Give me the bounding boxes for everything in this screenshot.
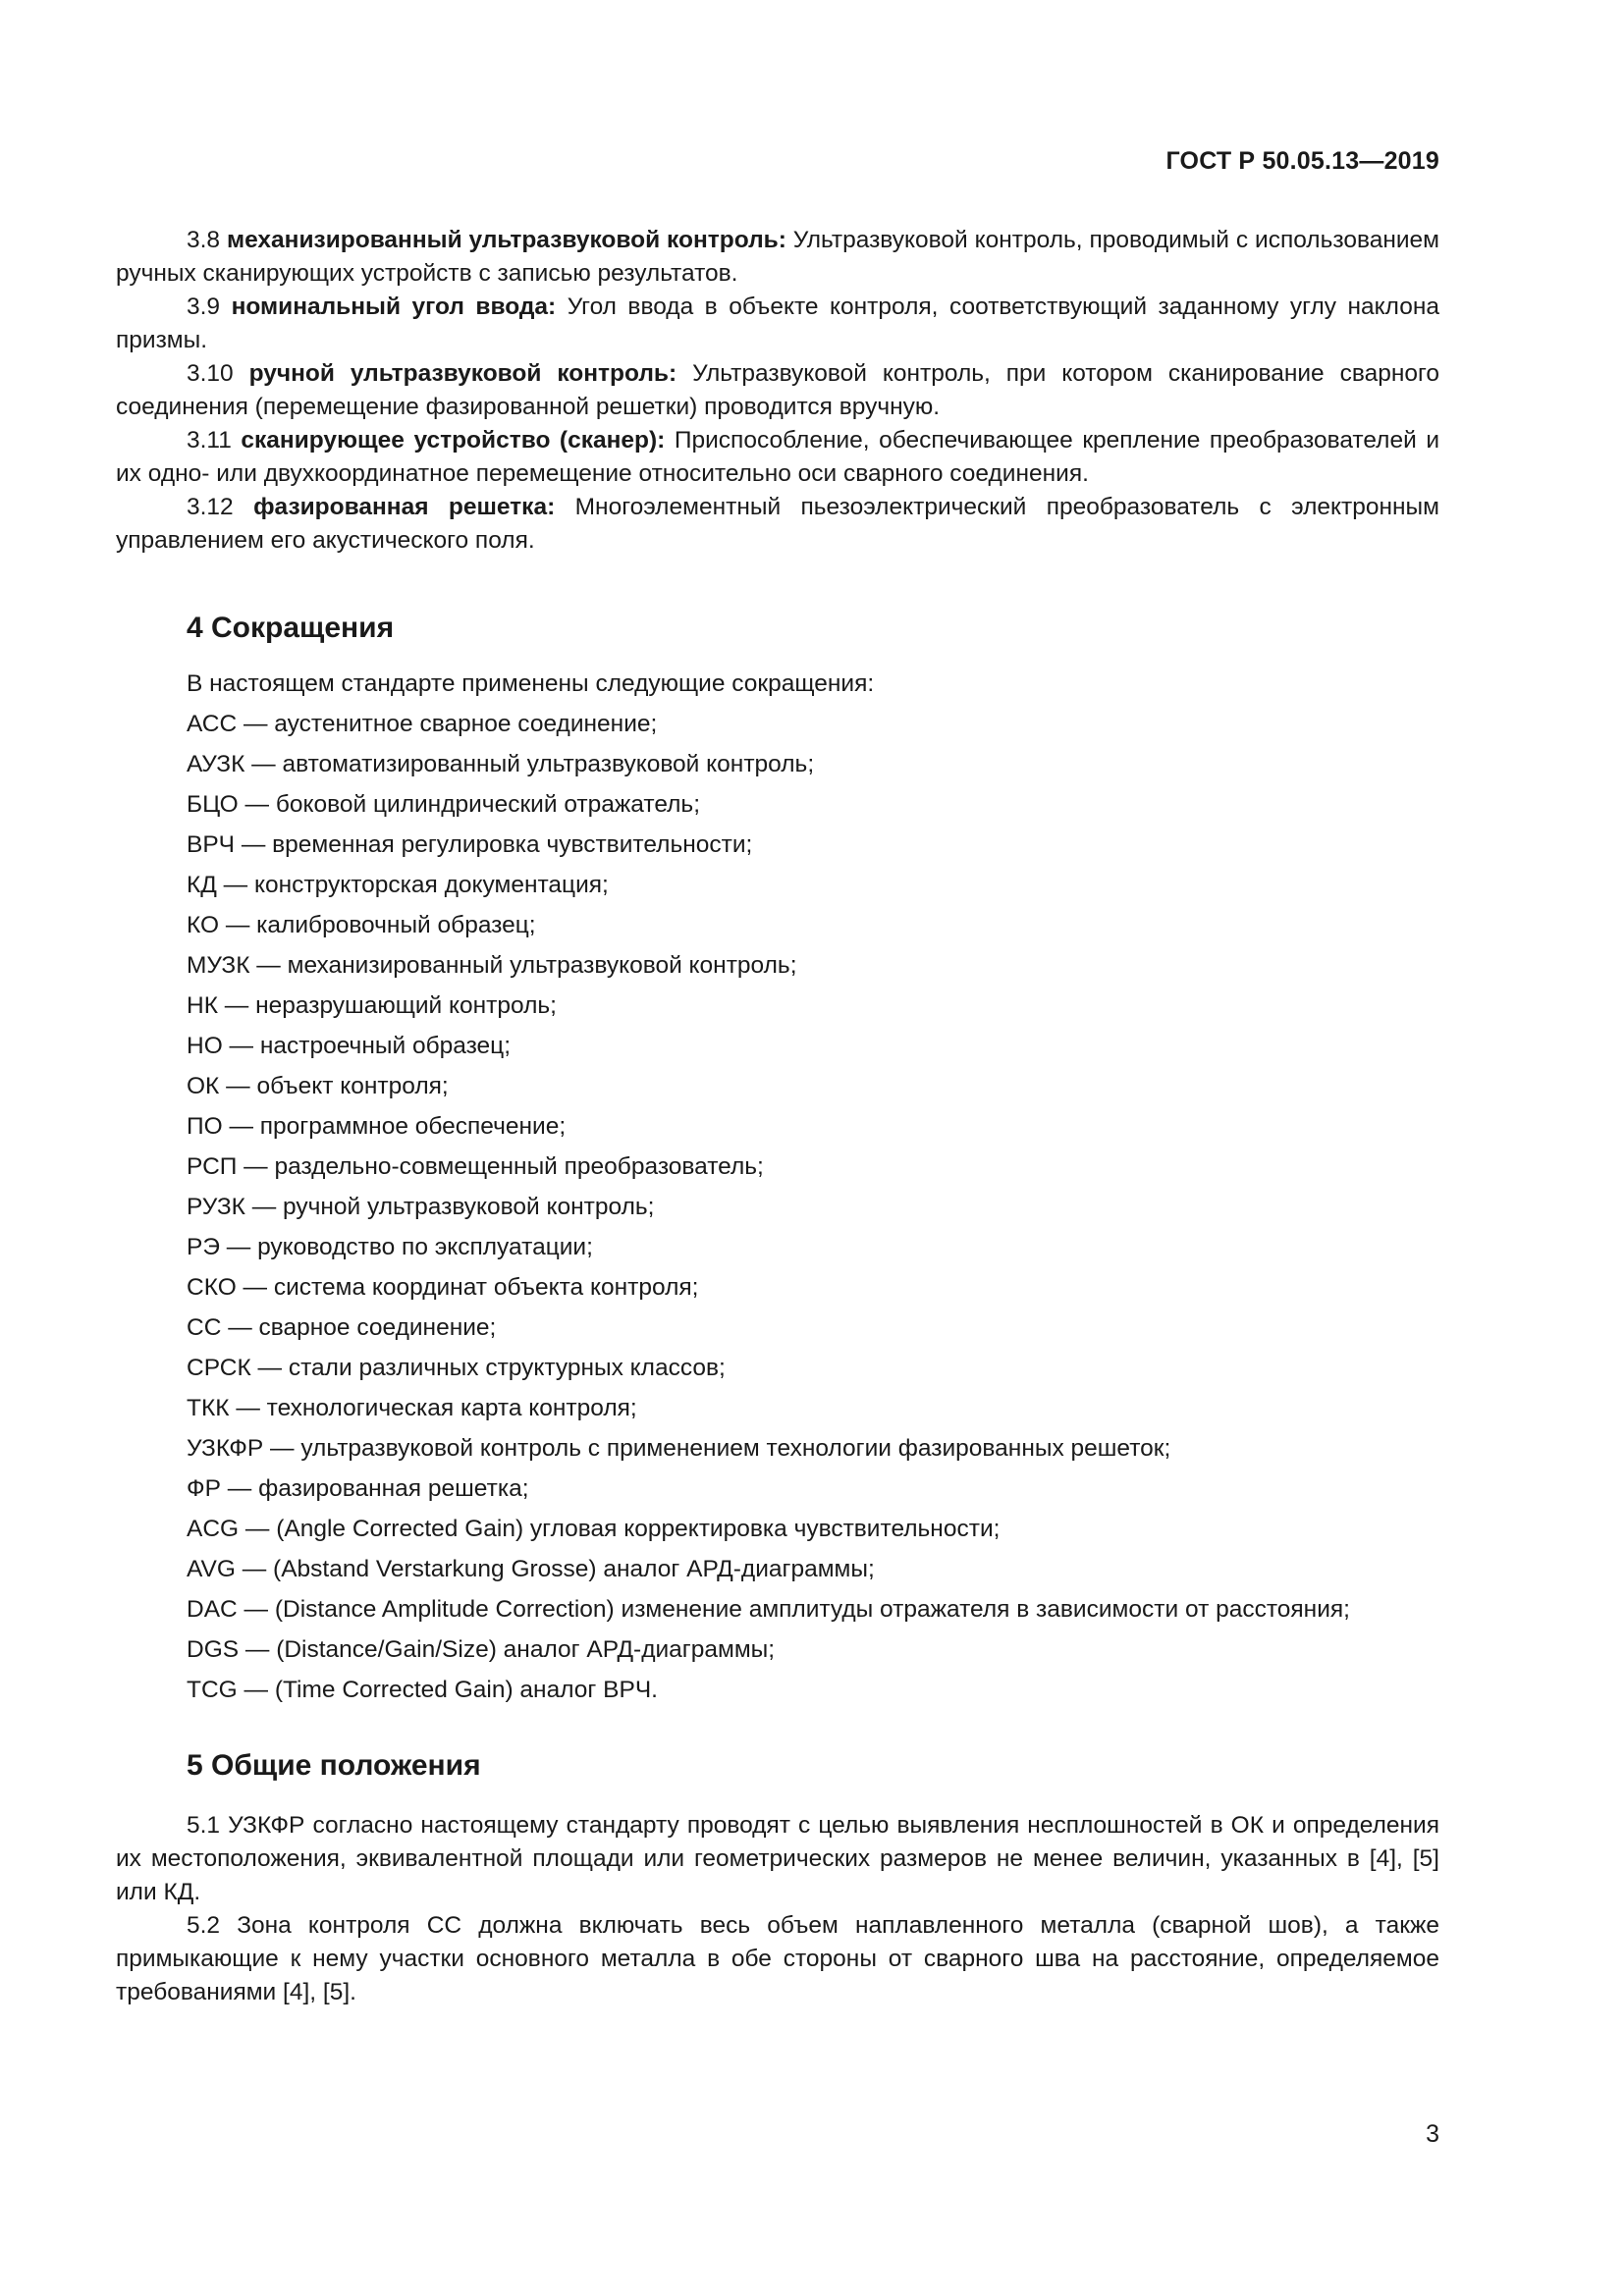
definition-3-9 <box>116 291 1439 357</box>
abbreviation-item: СРСК — стали различных структурных классов; <box>187 1355 726 1381</box>
abbreviation-item: СКО — система координат объекта контроля; <box>187 1274 699 1301</box>
page-content <box>116 224 1439 2009</box>
abbreviation-item: ПО — программное обеспечение; <box>187 1113 567 1140</box>
definition-number: 3.10 <box>187 360 234 387</box>
definition-3-10 <box>116 357 1439 424</box>
abbreviation-item: AVG — (Abstand Verstarkung Grosse) аналог АРД-диаграммы; <box>187 1556 875 1582</box>
definition-term: фазированная решетка: <box>253 494 556 520</box>
definition-number: 3.12 <box>187 494 234 520</box>
abbreviation-item: КД — конструкторская документация; <box>187 872 609 898</box>
definition-3-11 <box>116 424 1439 491</box>
abbreviation-item: РУЗК — ручной ультразвуковой контроль; <box>187 1194 655 1220</box>
abbreviation-item: АУЗК — автоматизированный ультразвуковой контроль; <box>187 751 815 777</box>
abbreviation-item: РСП — раздельно-совмещенный преобразователь; <box>187 1153 764 1180</box>
definition-term: номинальный угол ввода: <box>231 294 557 320</box>
abbreviation-item: РЭ — руководство по эксплуатации; <box>187 1234 593 1260</box>
page-number: 3 <box>1426 2120 1439 2148</box>
paragraph-5-2: 5.2 Зона контроля СС должна включать весь объем наплавленного металла (сварной шов), а также примыкающие к нему участки основного металла в обе стороны от сварного шва на расстояние, определяемое требованиями [4], [5]. <box>116 1912 1439 2005</box>
paragraph-5-1: 5.1 УЗКФР согласно настоящему стандарту проводят с целью выявления несплошностей в ОК и определения их местоположения, эквивалентной площади или геометрических размеров не менее величин, указанных в [4], [5] или КД. <box>116 1812 1439 1905</box>
abbreviation-item: АСС — аустенитное сварное соединение; <box>187 711 658 737</box>
definition-number: 3.9 <box>187 294 221 320</box>
abbreviation-item: УЗКФР — ультразвуковой контроль с применением технологии фазированных решеток; <box>187 1435 1171 1462</box>
abbreviation-list <box>116 708 1439 1707</box>
abbreviation-item: СС — сварное соединение; <box>187 1314 497 1341</box>
abbreviation-item: ОК — объект контроля; <box>187 1073 449 1099</box>
abbreviation-item: НО — настроечный образец; <box>187 1033 512 1059</box>
definition-3-8 <box>116 224 1439 291</box>
abbreviation-item: КО — калибровочный образец; <box>187 912 536 938</box>
definition-term: механизированный ультразвуковой контроль: <box>226 227 786 253</box>
definition-text: Приспособление, обеспечивающее крепление преобразователей и их одно- или двухкоординатное перемещение относительно оси сварного соединения. <box>116 427 1440 487</box>
definition-number: 3.8 <box>187 227 221 253</box>
abbreviation-item: ТКК — технологическая карта контроля; <box>187 1395 637 1421</box>
definition-text: Угол ввода в объекте контроля, соответствующий заданному углу наклона призмы. <box>116 294 1440 353</box>
definition-text: Многоэлементный пьезоэлектрический преобразователь с электронным управлением его акустического поля. <box>116 494 1439 554</box>
section-4-title: 4 Сокращения <box>187 612 395 644</box>
abbreviation-item: ACG — (Angle Corrected Gain) угловая корректировка чувствительности; <box>187 1516 1001 1542</box>
abbreviation-item: БЦО — боковой цилиндрический отражатель; <box>187 791 701 818</box>
abbreviation-item: ВРЧ — временная регулировка чувствительности; <box>187 831 753 858</box>
definition-number: 3.11 <box>187 427 232 454</box>
definition-3-12 <box>116 491 1439 558</box>
definition-term: сканирующее устройство (сканер): <box>241 427 666 454</box>
definition-text: Ультразвуковой контроль, при котором сканирование сварного соединения (перемещение фазированной решетки) проводится вручную. <box>116 360 1440 420</box>
abbreviation-item: ФР — фазированная решетка; <box>187 1475 529 1502</box>
section-5-title: 5 Общие положения <box>187 1749 481 1782</box>
definition-term: ручной ультразвуковой контроль: <box>248 360 677 387</box>
page-header-code: ГОСТ Р 50.05.13—2019 <box>1165 147 1439 175</box>
abbreviation-item: DGS — (Distance/Gain/Size) аналог АРД-диаграммы; <box>187 1636 776 1663</box>
abbreviation-item: DAC — (Distance Amplitude Correction) изменение амплитуды отражателя в зависимости от расстояния; <box>187 1596 1350 1623</box>
abbreviation-item: МУЗК — механизированный ультразвуковой контроль; <box>187 952 797 979</box>
definition-text: Ультразвуковой контроль, проводимый с использованием ручных сканирующих устройств с записью результатов. <box>116 227 1440 287</box>
abbreviation-item: TCG — (Time Corrected Gain) аналог ВРЧ. <box>187 1677 658 1703</box>
abbreviations-intro: В настоящем стандарте применены следующие сокращения: <box>187 670 875 697</box>
abbreviation-item: НК — неразрушающий контроль; <box>187 992 557 1019</box>
